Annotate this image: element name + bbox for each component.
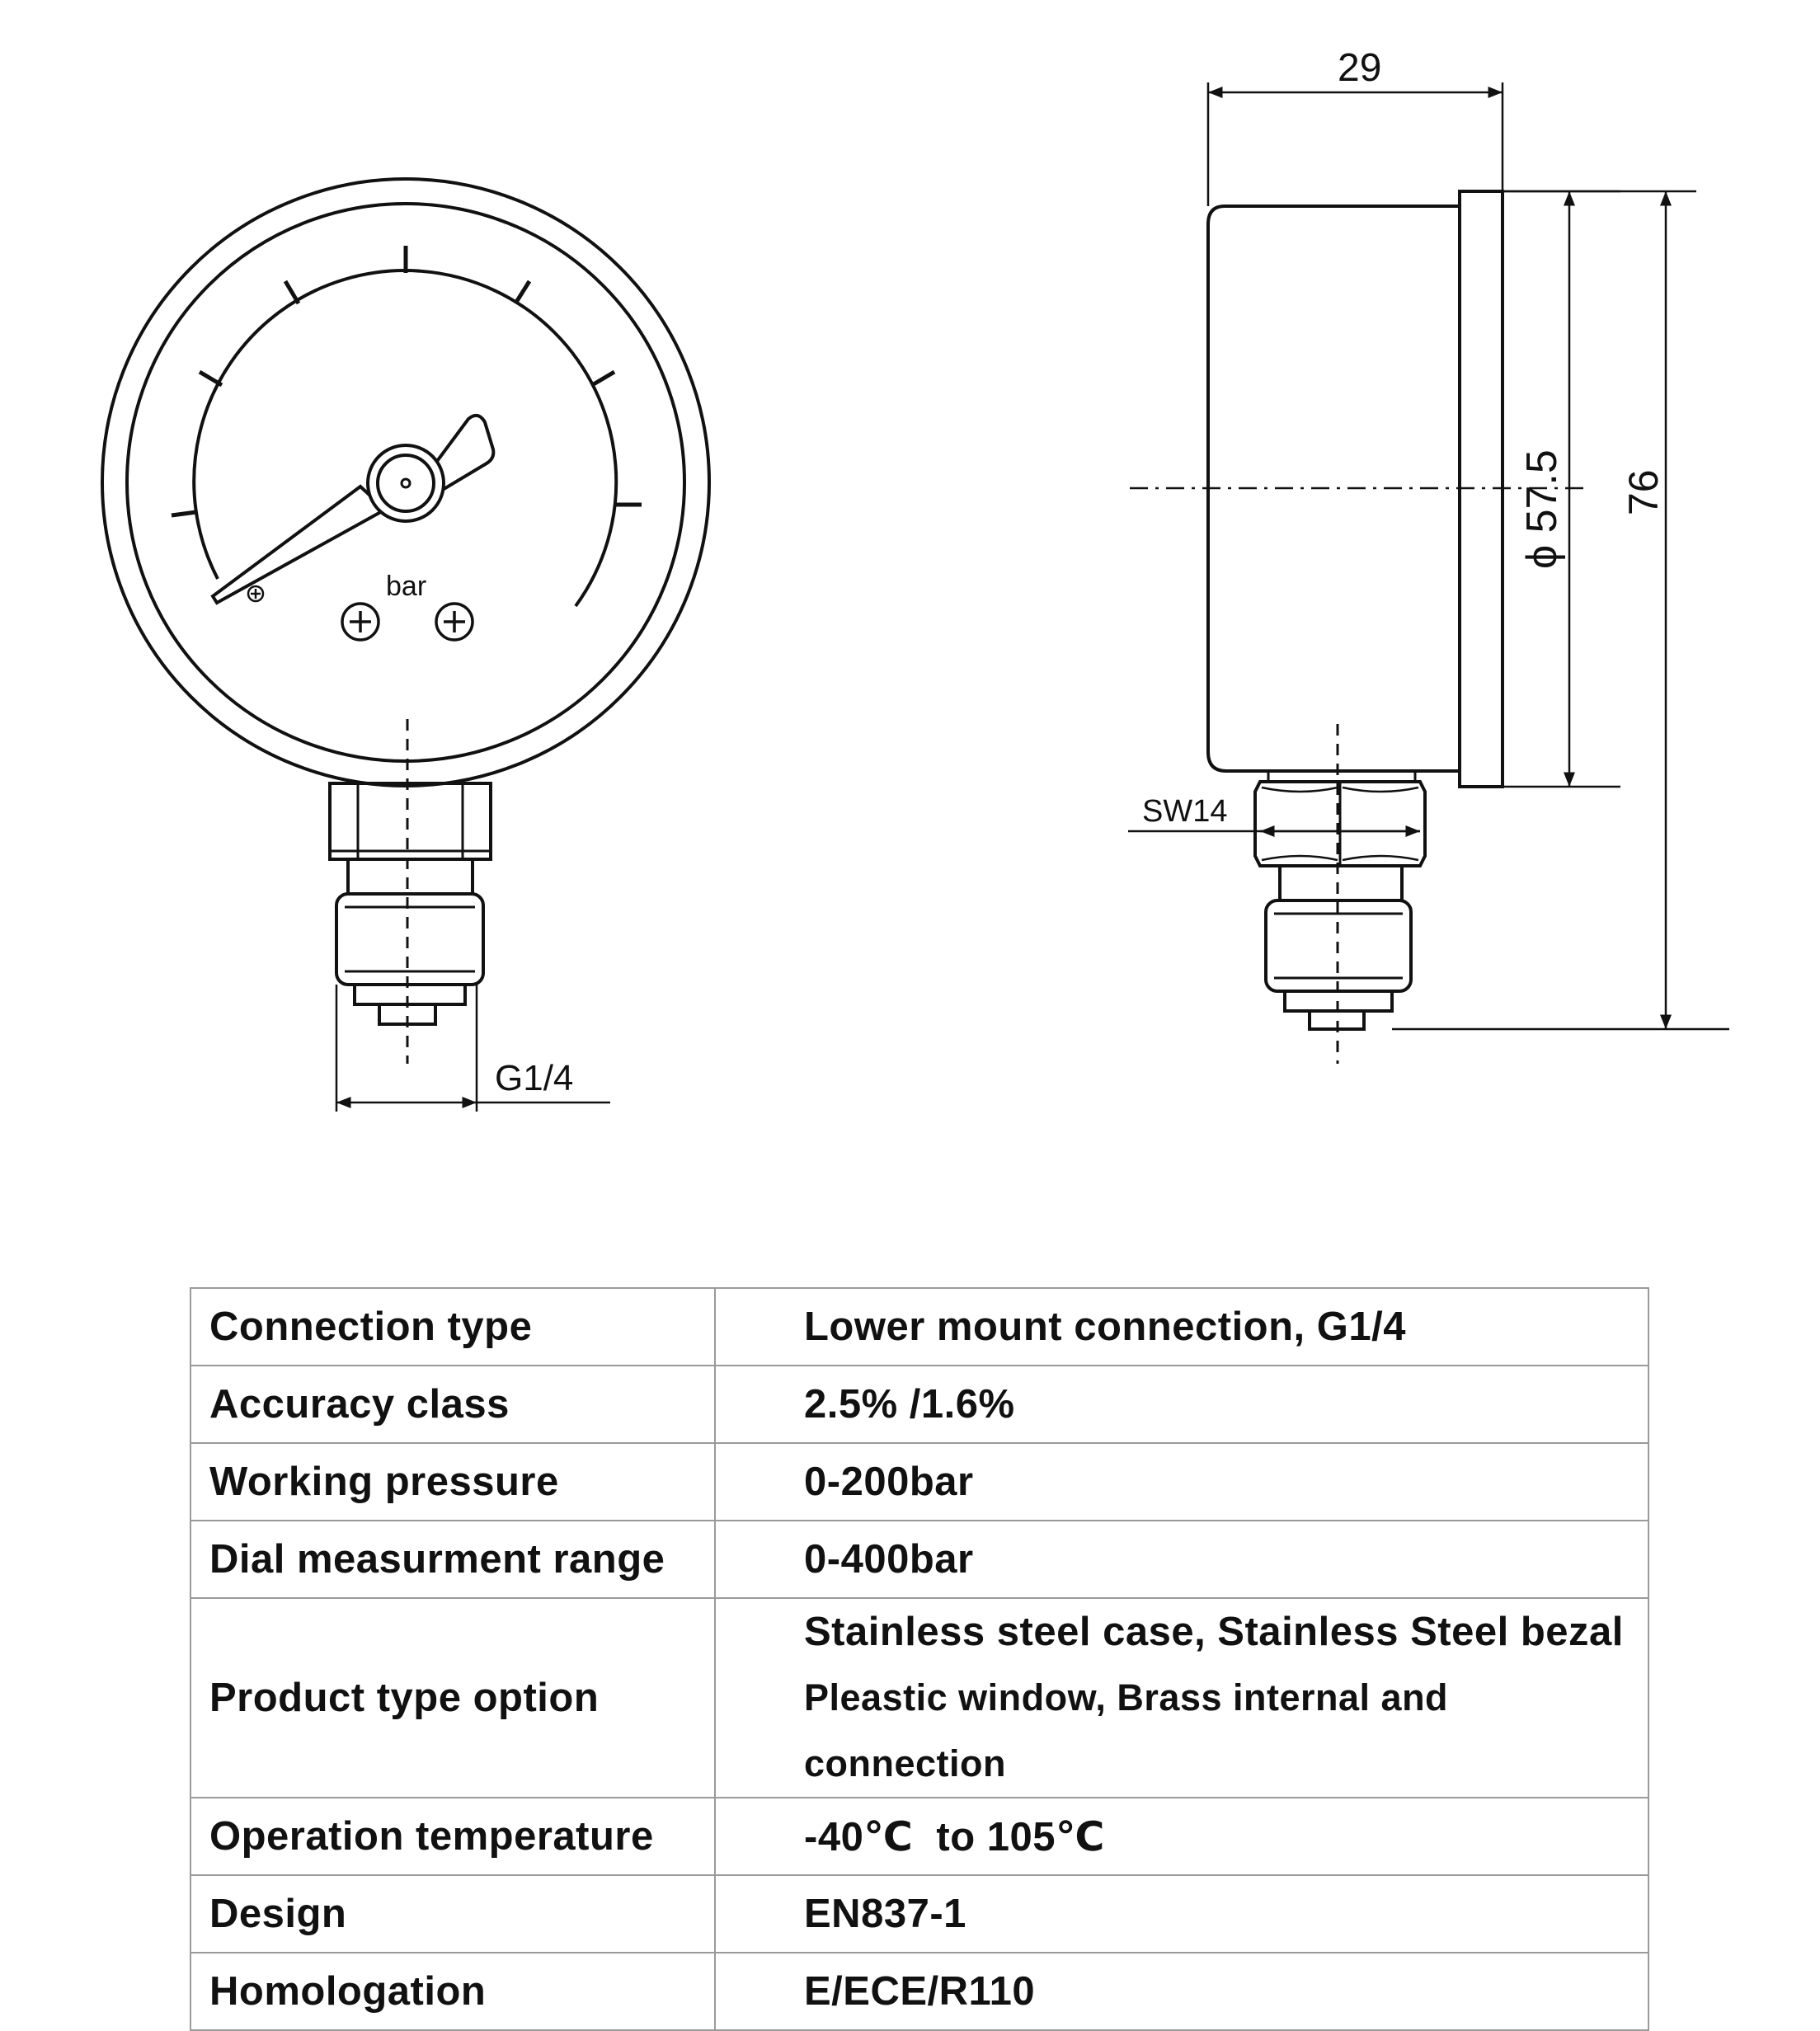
height-label: 76 — [1620, 469, 1667, 515]
spec-value-line: Stainless steel case, Stainless Steel bezal — [804, 1610, 1624, 1654]
spec-value: E/ECE/R110 — [715, 1953, 1648, 2030]
table-row — [190, 1443, 1648, 1521]
spec-value: 0-400bar — [715, 1521, 1648, 1598]
table-row — [190, 1598, 1648, 1798]
thread-label: G1/4 — [495, 1058, 574, 1098]
dial-diameter-label: ϕ 57.5 — [1518, 449, 1566, 569]
side-view — [1128, 82, 1729, 1064]
table-row — [190, 1288, 1648, 1366]
spec-label: Operation temperature — [190, 1798, 715, 1875]
spec-label: Connection type — [190, 1288, 715, 1366]
unit-label: bar — [386, 571, 427, 602]
spec-label: Accuracy class — [190, 1366, 715, 1443]
table-row — [190, 1875, 1648, 1953]
pointer-needle — [213, 487, 385, 603]
table-row — [190, 1953, 1648, 2030]
dial-screw-right-icon — [436, 604, 473, 640]
spec-value: EN837-1 — [715, 1875, 1648, 1953]
table-row — [190, 1798, 1648, 1875]
side-thread-body — [1280, 866, 1402, 900]
table-row — [190, 1521, 1648, 1598]
table-row — [190, 1366, 1648, 1443]
socket-hex — [330, 783, 491, 859]
stop-pin-icon — [248, 586, 263, 601]
spec-label: Design — [190, 1875, 715, 1953]
spec-value: -40℃ to 105℃ — [715, 1798, 1648, 1875]
front-view — [102, 179, 709, 1112]
spec-label: Product type option — [190, 1598, 715, 1798]
spec-value: Lower mount connection, G1/4 — [715, 1288, 1648, 1366]
thread-tip — [355, 985, 465, 1004]
dial-screw-left-icon — [342, 604, 379, 640]
thread-body — [348, 859, 473, 894]
spec-value: 2.5% /1.6% — [715, 1366, 1648, 1443]
spec-label: Dial measurment range — [190, 1521, 715, 1598]
depth-label: 29 — [1338, 46, 1382, 90]
wrench-label: SW14 — [1142, 794, 1228, 829]
spec-value-line: Pleastic window, Brass internal and connection — [804, 1676, 1449, 1784]
spec-label: Working pressure — [190, 1443, 715, 1521]
spec-value: 0-200bar — [715, 1443, 1648, 1521]
spec-table — [190, 1287, 1649, 2031]
spec-value — [715, 1598, 1648, 1798]
spec-label: Homologation — [190, 1953, 715, 2030]
dial-arc — [194, 270, 616, 606]
